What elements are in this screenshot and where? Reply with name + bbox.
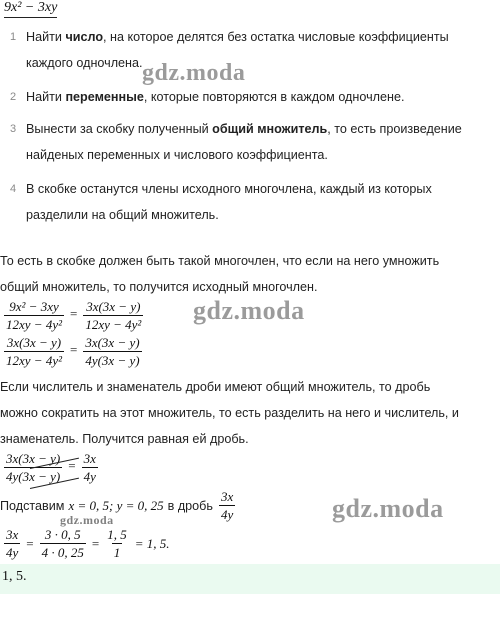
step-number: 2 bbox=[10, 91, 17, 103]
step-text: , которые повторяются в каждом одночлене. bbox=[143, 90, 405, 104]
explanation-paragraph-1 bbox=[0, 248, 500, 300]
substitution-text: Подставим bbox=[0, 498, 65, 513]
fraction-numerator: 3x(3x − y) bbox=[86, 299, 141, 314]
fraction-denominator: 1 bbox=[113, 545, 121, 560]
equation-4: $\frac{3x}{4y}$ = $\frac{3 \cdot 0, 5}{4 \cdot 0, 25}$ = $\frac{1, 5}{1}$ = 1, 5. bbox=[6, 527, 170, 560]
step-text: Найти bbox=[26, 30, 66, 44]
watermark: gdz.moda bbox=[142, 60, 246, 86]
step-text-line2: каждого одночлена. bbox=[26, 56, 143, 70]
fraction-numerator: 3x(3x − y) bbox=[6, 451, 61, 466]
fraction-numerator: 3x bbox=[220, 489, 234, 504]
step-text: Вынести за скобку полученный bbox=[26, 122, 213, 136]
step-text-line2: найденых переменных и числового коэффициента. bbox=[26, 148, 328, 162]
equation-result: = 1, 5. bbox=[134, 535, 170, 551]
fraction-denominator: 4y(3x − y) bbox=[85, 353, 140, 368]
fraction-denominator: 4y bbox=[6, 545, 19, 560]
equation-1: $\frac{\text{9x² − 3xy}}{\text{12xy − 4y²}}$ = $\frac{3x(3x - y)}{\text{12xy − 4y²}}$ bbox=[6, 299, 142, 332]
header-expression: 9x² − 3xy bbox=[4, 0, 57, 18]
fraction-numerator: 3x bbox=[6, 527, 19, 542]
paragraph-line: общий множитель, то получится исходный многочлен. bbox=[0, 280, 318, 294]
step-text: , то есть произведение bbox=[327, 122, 462, 136]
step-number: 3 bbox=[10, 123, 17, 135]
fraction-denominator: 12xy − 4y² bbox=[6, 317, 62, 332]
equation-3: $\frac{3x(3x - y)}{4y(3x - y)}$ = $\frac{3x}{4y}$ bbox=[6, 451, 96, 484]
substitution-line bbox=[0, 490, 235, 521]
fraction-numerator: 9x² − 3xy bbox=[9, 299, 59, 314]
step-bold: переменные bbox=[65, 90, 144, 104]
substitution-into: в дробь bbox=[167, 498, 213, 513]
paragraph-line: можно сократить на этот множитель, то есть разделить на него и числитель, и bbox=[0, 406, 459, 420]
answer-bar bbox=[0, 564, 500, 594]
fraction-denominator: 12xy − 4y² bbox=[85, 317, 142, 332]
step-text: В скобке останутся члены исходного многочлена, каждый из которых bbox=[26, 182, 432, 196]
step-1 bbox=[10, 24, 498, 76]
step-4 bbox=[10, 176, 498, 228]
watermark: gdz.moda bbox=[60, 513, 114, 527]
fraction-denominator: 12xy − 4y² bbox=[6, 353, 62, 368]
step-3 bbox=[10, 116, 498, 168]
fraction-denominator: 4 · 0, 25 bbox=[41, 545, 84, 560]
step-text: , на которое делятся без остатка числовые коэффициенты bbox=[103, 30, 449, 44]
step-text-line2: разделили на общий множитель. bbox=[26, 208, 219, 222]
fraction-numerator: 1, 5 bbox=[107, 527, 127, 542]
fraction-denominator: 4y bbox=[220, 507, 234, 522]
fraction-numerator: 3x(3x − y) bbox=[85, 335, 140, 350]
step-number: 1 bbox=[10, 31, 17, 43]
paragraph-line: знаменатель. Получится равная ей дробь. bbox=[0, 432, 249, 446]
substitution-values: x = 0, 5; y = 0, 25 bbox=[68, 497, 164, 513]
paragraph-line: Если числитель и знаменатель дроби имеют общий множитель, то дробь bbox=[0, 380, 431, 394]
step-bold: число bbox=[65, 30, 104, 44]
step-bold: общий множитель bbox=[212, 122, 328, 136]
fraction-numerator: 3x bbox=[83, 451, 96, 466]
step-2 bbox=[10, 84, 498, 110]
paragraph-line: То есть в скобке должен быть такой многочлен, что если на него умножить bbox=[0, 254, 440, 268]
explanation-paragraph-2 bbox=[0, 374, 500, 452]
step-text: Найти bbox=[26, 90, 66, 104]
watermark: gdz.moda bbox=[332, 494, 444, 523]
watermark: gdz.moda bbox=[193, 296, 305, 325]
fraction-denominator: 4y bbox=[83, 469, 96, 484]
fraction-numerator: 3 · 0, 5 bbox=[44, 527, 81, 542]
fraction-numerator: 3x(3x − y) bbox=[6, 335, 62, 350]
fraction-denominator: 4y(3x − y) bbox=[6, 469, 61, 484]
answer-text: 1, 5. bbox=[2, 569, 27, 584]
equation-2: $\frac{3x(3x - y)}{\text{12xy − 4y²}}$ = $\frac{3x(3x - y)}{4y(3x - y)}$ bbox=[6, 335, 140, 368]
step-number: 4 bbox=[10, 183, 17, 195]
